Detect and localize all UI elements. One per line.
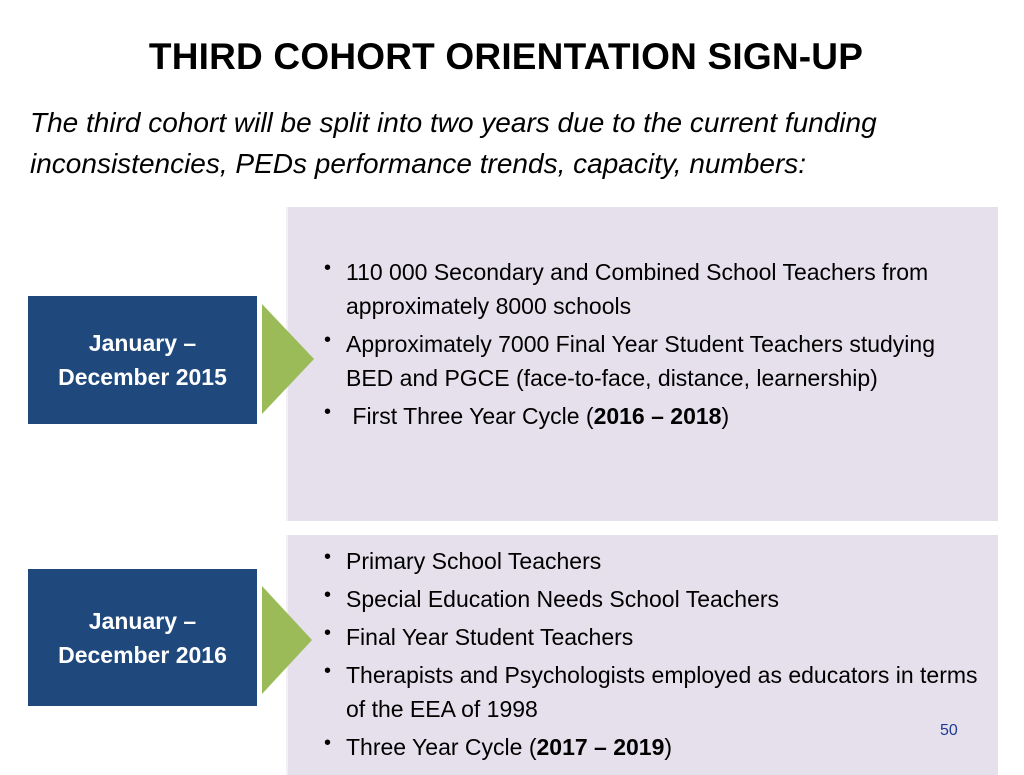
- page-number: 50: [940, 722, 958, 739]
- list-item: [324, 658, 986, 726]
- cohort-2-cycle-prefix: Three Year Cycle (: [346, 734, 537, 760]
- list-item: [324, 544, 986, 578]
- cohort-1-cycle-years: 2016 – 2018: [593, 403, 722, 429]
- cohort-2-arrow-icon: [262, 580, 320, 700]
- cohort-1-date-line1: January –: [88, 330, 197, 356]
- list-item: [324, 327, 986, 395]
- bullet-icon: •: [324, 257, 332, 279]
- cohort-2-date-line1: January –: [88, 607, 197, 634]
- cohort-1-arrow-icon: [262, 296, 320, 422]
- cohort-1-bullet-2: Approximately 7000 Final Year Student Teachers studying BED and PGCE (face-to-face, distance, learnership): [346, 331, 936, 391]
- slide-title: THIRD COHORT ORIENTATION SIGN-UP: [148, 36, 864, 77]
- list-item: [324, 620, 986, 654]
- cohort-2-bullet-2: Special Education Needs School Teachers: [346, 586, 780, 612]
- bullet-icon: •: [324, 329, 332, 351]
- list-item: [324, 582, 986, 616]
- bullet-icon: •: [324, 401, 332, 423]
- bullet-icon: •: [324, 546, 332, 568]
- cohort-1-cycle-suffix: ): [721, 403, 730, 429]
- cohort-2-date-line2: December 2016: [58, 641, 227, 668]
- list-item: [324, 399, 986, 433]
- cohort-1-bullet-1: 110 000 Secondary and Combined School Teachers from approximately 8000 schools: [346, 259, 929, 319]
- bullet-icon: •: [324, 584, 332, 606]
- cohort-2-cycle-years: 2017 – 2019: [536, 734, 665, 760]
- list-item: [324, 255, 986, 323]
- cohort-2-bullet-3: Final Year Student Teachers: [346, 624, 634, 650]
- cohort-2-bullet-1: Primary School Teachers: [346, 548, 602, 574]
- slide-subtitle: The third cohort will be split into two years due to the current funding inconsistencies, PEDs performance trends, capacity, numbers:: [30, 107, 877, 179]
- cohort-1-date-box: [28, 296, 260, 424]
- cohort-2-date-box: [28, 569, 260, 706]
- cohort-1-cycle-prefix: First Three Year Cycle (: [346, 403, 594, 429]
- bullet-icon: •: [324, 732, 332, 754]
- cohort-2-bullet-4: Therapists and Psychologists employed as educators in terms of the EEA of 1998: [346, 662, 978, 722]
- cohort-1-bullet-list: [324, 255, 986, 437]
- cohort-2-cycle-suffix: ): [664, 734, 673, 760]
- cohort-1-date-line2: December 2015: [58, 364, 227, 390]
- bullet-icon: •: [324, 660, 332, 682]
- cohort-2-bullet-list: [324, 544, 986, 768]
- list-item: [324, 730, 986, 764]
- bullet-icon: •: [324, 622, 332, 644]
